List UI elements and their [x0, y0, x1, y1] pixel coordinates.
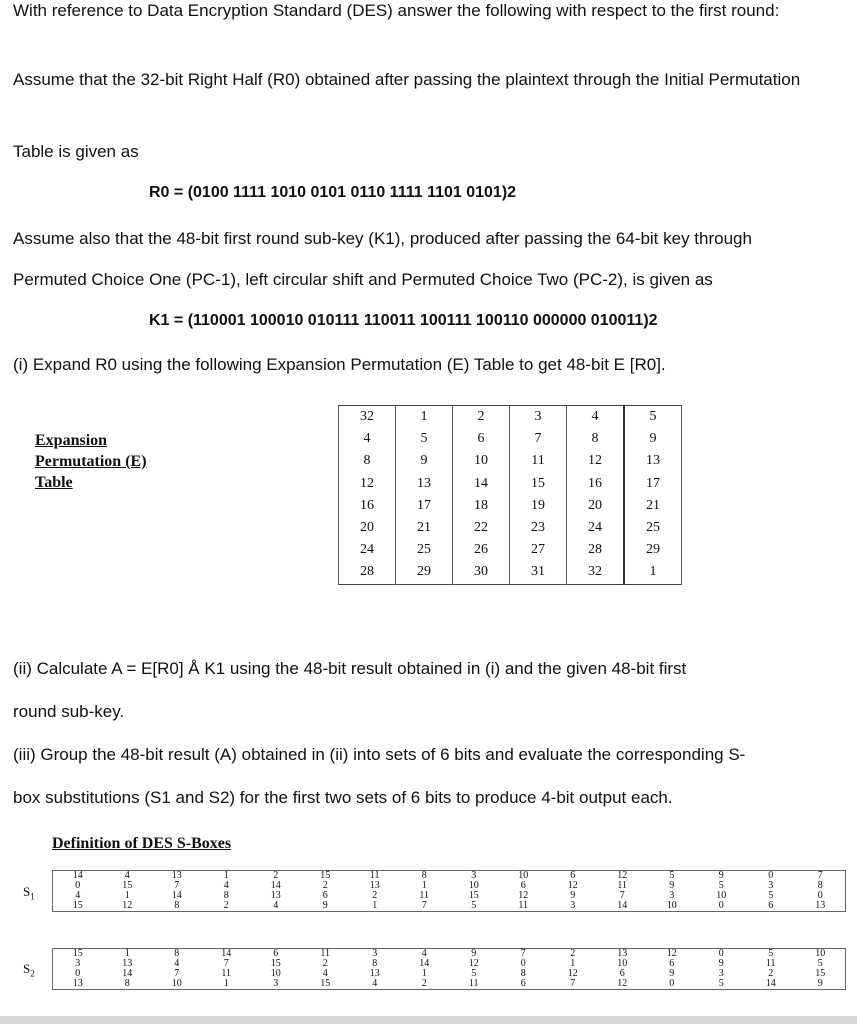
- table-cell: 11: [369, 870, 380, 881]
- table-cell: 29: [624, 539, 682, 561]
- table-cell: 17: [624, 473, 682, 495]
- table-cell: 15: [270, 958, 281, 969]
- table-cell: 15: [320, 870, 331, 881]
- e-table-row: [339, 473, 682, 495]
- e-caption-line-2: Permutation (E): [35, 453, 147, 470]
- table-cell: 9: [570, 890, 576, 901]
- table-cell: 15: [72, 948, 83, 959]
- sbox-caption: Definition of DES S-Boxes: [52, 835, 232, 852]
- table-cell: 9: [718, 870, 724, 881]
- table-cell: 0: [768, 870, 774, 881]
- table-cell: 11: [468, 978, 479, 989]
- table-cell: 2: [421, 978, 427, 989]
- table-cell: 14: [171, 890, 182, 901]
- table-cell: 5: [768, 948, 774, 959]
- table-cell: 1: [421, 880, 427, 891]
- table-cell: 3: [669, 890, 675, 901]
- table-cell: 5: [471, 900, 477, 911]
- table-cell: 9: [396, 450, 453, 472]
- table-cell: 5: [817, 958, 823, 969]
- table-cell: 11: [510, 450, 567, 472]
- e-table-row: [339, 517, 682, 539]
- e-table-row: [339, 539, 682, 561]
- table-cell: 8: [520, 968, 526, 979]
- table-cell: 5: [718, 978, 724, 989]
- table-cell: 12: [567, 450, 625, 472]
- table-cell: 16: [339, 495, 396, 517]
- table-cell: 2: [273, 870, 279, 881]
- table-cell: 12: [468, 958, 479, 969]
- table-cell: 7: [174, 880, 180, 891]
- s1-row: [53, 871, 845, 881]
- table-cell: 0: [718, 900, 724, 911]
- table-cell: 1: [624, 561, 682, 584]
- table-cell: 18: [453, 495, 510, 517]
- e-table-caption: [35, 430, 147, 493]
- table-cell: 3: [510, 406, 567, 429]
- table-cell: 10: [270, 968, 281, 979]
- table-cell: 12: [122, 900, 133, 911]
- table-cell: 14: [453, 473, 510, 495]
- table-cell: 7: [570, 978, 576, 989]
- table-cell: 8: [174, 948, 180, 959]
- table-cell: 26: [453, 539, 510, 561]
- table-cell: 29: [396, 561, 453, 584]
- table-cell: 31: [510, 561, 567, 584]
- table-cell: 3: [570, 900, 576, 911]
- table-cell: 32: [567, 561, 625, 584]
- table-cell: 3: [372, 948, 378, 959]
- table-cell: 13: [122, 958, 133, 969]
- s1-box: [52, 870, 846, 912]
- table-cell: 19: [510, 495, 567, 517]
- e-caption-line-3: Table: [35, 474, 73, 491]
- table-cell: 7: [223, 958, 229, 969]
- table-cell: 8: [339, 450, 396, 472]
- table-cell: 11: [518, 900, 529, 911]
- table-cell: 8: [817, 880, 823, 891]
- table-cell: 15: [72, 900, 83, 911]
- table-cell: 9: [817, 978, 823, 989]
- table-cell: 3: [75, 958, 81, 969]
- assume-k1-line2: Permuted Choice One (PC-1), left circular shift and Permuted Choice Two (PC-2), is given as: [13, 270, 713, 289]
- table-cell: 0: [520, 958, 526, 969]
- table-cell: 14: [617, 900, 628, 911]
- table-cell: 1: [223, 978, 229, 989]
- table-cell: 4: [372, 978, 378, 989]
- table-cell: 6: [669, 958, 675, 969]
- question-ii-line2: round sub-key.: [13, 702, 125, 721]
- table-cell: 6: [453, 428, 510, 450]
- table-cell: 1: [124, 948, 130, 959]
- table-cell: 14: [72, 870, 83, 881]
- question-iii-line1: (iii) Group the 48-bit result (A) obtained in (ii) into sets of 6 bits and evaluate the corresponding S-: [13, 745, 746, 764]
- expansion-table: [338, 405, 682, 585]
- table-cell: 0: [75, 880, 81, 891]
- e-table-row: [339, 561, 682, 584]
- table-cell: 21: [396, 517, 453, 539]
- table-cell: 4: [75, 890, 81, 901]
- table-cell: 13: [72, 978, 83, 989]
- question-iii-line2: box substitutions (S1 and S2) for the first two sets of 6 bits to produce 4-bit output each.: [13, 788, 673, 807]
- table-cell: 1: [223, 870, 229, 881]
- table-cell: 5: [471, 968, 477, 979]
- assume-k1-line1: Assume also that the 48-bit first round sub-key (K1), produced after passing the 64-bit key through: [13, 229, 752, 248]
- table-cell: 7: [421, 900, 427, 911]
- table-cell: 6: [273, 948, 279, 959]
- page-bottom-shadow: [0, 1016, 857, 1024]
- r0-equation: R0 = (0100 1111 1010 0101 0110 1111 1101 0101)2: [149, 184, 517, 201]
- table-cell: 28: [339, 561, 396, 584]
- table-cell: 12: [617, 870, 628, 881]
- table-cell: 25: [624, 517, 682, 539]
- s1-row: [53, 891, 845, 901]
- table-cell: 5: [718, 880, 724, 891]
- table-cell: 4: [273, 900, 279, 911]
- table-cell: 5: [768, 890, 774, 901]
- table-cell: 2: [223, 900, 229, 911]
- table-cell: 6: [619, 968, 625, 979]
- table-cell: 0: [75, 968, 81, 979]
- table-cell: 24: [339, 539, 396, 561]
- s2-row: [53, 949, 845, 959]
- table-cell: 11: [419, 890, 430, 901]
- s1-row: [53, 901, 845, 911]
- table-cell: 23: [510, 517, 567, 539]
- table-cell: 1: [570, 958, 576, 969]
- table-cell: 8: [124, 978, 130, 989]
- table-cell: 32: [339, 406, 396, 429]
- table-cell: 4: [421, 948, 427, 959]
- table-cell: 7: [817, 870, 823, 881]
- table-cell: 9: [322, 900, 328, 911]
- table-cell: 4: [339, 428, 396, 450]
- table-cell: 11: [617, 880, 628, 891]
- table-cell: 10: [716, 890, 727, 901]
- table-cell: 3: [718, 968, 724, 979]
- table-cell: 16: [567, 473, 625, 495]
- table-cell: 8: [223, 890, 229, 901]
- question-i: (i) Expand R0 using the following Expansion Permutation (E) Table to get 48-bit E [R0].: [13, 355, 666, 374]
- e-table-row: [339, 428, 682, 450]
- question-ii-line1: (ii) Calculate A = E[R0] Å K1 using the 48-bit result obtained in (i) and the given 48-bit first: [13, 659, 687, 678]
- table-cell: 2: [570, 948, 576, 959]
- table-cell: 9: [471, 948, 477, 959]
- e-table-row: [339, 406, 682, 429]
- table-cell: 9: [669, 968, 675, 979]
- table-cell: 12: [666, 948, 677, 959]
- table-cell: 2: [453, 406, 510, 429]
- table-cell: 1: [396, 406, 453, 429]
- table-cell: 8: [421, 870, 427, 881]
- table-cell: 7: [510, 428, 567, 450]
- table-cell: 11: [320, 948, 331, 959]
- e-table-row: [339, 495, 682, 517]
- table-cell: 1: [421, 968, 427, 979]
- table-cell: 5: [396, 428, 453, 450]
- table-cell: 3: [273, 978, 279, 989]
- table-cell: 21: [624, 495, 682, 517]
- table-cell: 12: [339, 473, 396, 495]
- table-cell: 6: [520, 978, 526, 989]
- table-cell: 6: [570, 870, 576, 881]
- table-cell: 12: [518, 890, 529, 901]
- table-cell: 4: [567, 406, 625, 429]
- table-cell: 12: [567, 880, 578, 891]
- table-given-text: Table is given as: [13, 142, 139, 161]
- table-cell: 24: [567, 517, 625, 539]
- table-cell: 10: [171, 978, 182, 989]
- table-cell: 11: [765, 958, 776, 969]
- table-cell: 10: [468, 880, 479, 891]
- table-cell: 22: [453, 517, 510, 539]
- s2-row: [53, 959, 845, 969]
- table-cell: 13: [369, 880, 380, 891]
- table-cell: 10: [617, 958, 628, 969]
- table-cell: 2: [322, 958, 328, 969]
- table-cell: 4: [174, 958, 180, 969]
- table-cell: 9: [718, 958, 724, 969]
- table-cell: 15: [510, 473, 567, 495]
- table-cell: 20: [567, 495, 625, 517]
- table-cell: 7: [174, 968, 180, 979]
- table-cell: 7: [520, 948, 526, 959]
- s1-table: [53, 871, 845, 911]
- table-cell: 4: [223, 880, 229, 891]
- table-cell: 9: [624, 428, 682, 450]
- table-cell: 9: [669, 880, 675, 891]
- s2-table: [53, 949, 845, 989]
- table-cell: 13: [270, 890, 281, 901]
- table-cell: 15: [320, 978, 331, 989]
- table-cell: 6: [768, 900, 774, 911]
- table-cell: 12: [617, 978, 628, 989]
- table-cell: 10: [666, 900, 677, 911]
- k1-equation: K1 = (110001 100010 010111 110011 100111 100110 000000 010011)2: [149, 312, 658, 329]
- table-cell: 13: [617, 948, 628, 959]
- s1-label: $S_1$: [23, 884, 35, 902]
- table-cell: 15: [122, 880, 133, 891]
- table-cell: 13: [369, 968, 380, 979]
- table-cell: 20: [339, 517, 396, 539]
- table-cell: 13: [396, 473, 453, 495]
- table-cell: 28: [567, 539, 625, 561]
- table-cell: 14: [270, 880, 281, 891]
- table-cell: 8: [372, 958, 378, 969]
- table-cell: 10: [815, 948, 826, 959]
- table-cell: 8: [567, 428, 625, 450]
- table-cell: 2: [322, 880, 328, 891]
- table-cell: 13: [624, 450, 682, 472]
- table-cell: 6: [520, 880, 526, 891]
- table-cell: 14: [122, 968, 133, 979]
- e-caption-line-1: Expansion: [35, 432, 108, 449]
- table-cell: 2: [768, 968, 774, 979]
- table-cell: 3: [471, 870, 477, 881]
- table-cell: 5: [669, 870, 675, 881]
- table-cell: 0: [817, 890, 823, 901]
- table-cell: 4: [322, 968, 328, 979]
- table-cell: 15: [815, 968, 826, 979]
- table-cell: 13: [815, 900, 826, 911]
- table-cell: 1: [124, 890, 130, 901]
- table-cell: 6: [322, 890, 328, 901]
- s2-row: [53, 979, 845, 989]
- e-table-row: [339, 450, 682, 472]
- table-cell: 10: [518, 870, 529, 881]
- table-cell: 3: [768, 880, 774, 891]
- table-cell: 14: [419, 958, 430, 969]
- table-cell: 30: [453, 561, 510, 584]
- table-cell: 11: [221, 968, 232, 979]
- table-cell: 27: [510, 539, 567, 561]
- table-cell: 0: [718, 948, 724, 959]
- table-cell: 7: [619, 890, 625, 901]
- table-cell: 0: [669, 978, 675, 989]
- s2-box: [52, 948, 846, 990]
- intro-text: With reference to Data Encryption Standard (DES) answer the following with respect to the first round:: [13, 1, 780, 20]
- table-cell: 13: [171, 870, 182, 881]
- table-cell: 25: [396, 539, 453, 561]
- table-cell: 17: [396, 495, 453, 517]
- table-cell: 10: [453, 450, 510, 472]
- table-cell: 2: [372, 890, 378, 901]
- table-cell: 4: [124, 870, 130, 881]
- table-cell: 8: [174, 900, 180, 911]
- assume-r0-text: Assume that the 32-bit Right Half (R0) obtained after passing the plaintext through the Initial Permutation: [13, 70, 801, 89]
- s2-label: $S_2$: [23, 961, 35, 979]
- table-cell: 5: [624, 406, 682, 429]
- table-cell: 14: [765, 978, 776, 989]
- table-cell: 15: [468, 890, 479, 901]
- table-cell: 12: [567, 968, 578, 979]
- table-cell: 1: [372, 900, 378, 911]
- table-cell: 14: [221, 948, 232, 959]
